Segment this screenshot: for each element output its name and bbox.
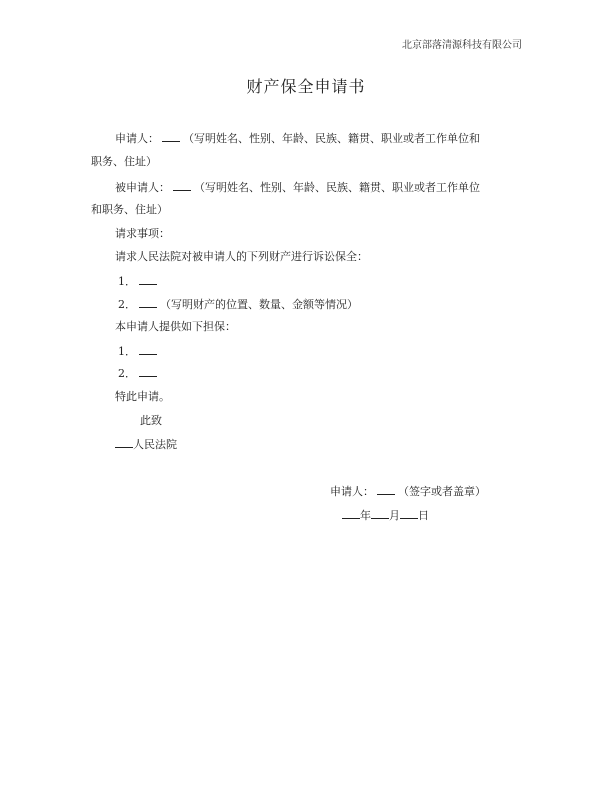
respondent-note-1: （写明姓名、性别、年龄、民族、籍贯、职业或者工作单位 (194, 181, 480, 194)
document-title: 财产保全申请书 (246, 77, 366, 96)
request-item-blank[interactable] (139, 297, 157, 308)
closing-salutation: 此致 (140, 414, 162, 427)
request-item-num: 1． (118, 275, 136, 288)
guarantee-item-num: 2． (118, 367, 136, 380)
court-line (115, 437, 177, 452)
closing-statement: 特此申请。 (115, 390, 170, 403)
month-label: 月 (389, 509, 400, 522)
signature-label: 申请人： (330, 485, 374, 498)
applicant-note-1: （写明姓名、性别、年龄、民族、籍贯、职业或者工作单位和 (183, 132, 480, 145)
guarantee-item-1 (118, 344, 160, 359)
guarantee-item-2 (118, 366, 160, 381)
court-blank[interactable] (115, 437, 133, 448)
respondent-line (115, 180, 480, 195)
applicant-note-2: 职务、住址） (91, 155, 157, 168)
applicant-blank[interactable] (162, 131, 180, 142)
month-blank[interactable] (371, 508, 389, 519)
request-text: 请求人民法院对被申请人的下列财产进行诉讼保全： (115, 250, 368, 263)
header-company: 北京部落清源科技有限公司 (402, 40, 522, 51)
day-label: 日 (418, 509, 429, 522)
request-item-note: （写明财产的位置、数量、金额等情况） (160, 298, 358, 311)
respondent-blank[interactable] (173, 180, 191, 191)
guarantee-item-blank[interactable] (139, 366, 157, 377)
request-item-num: 2． (118, 298, 136, 311)
signature-note: （签字或者盖章） (398, 485, 486, 498)
day-blank[interactable] (400, 508, 418, 519)
guarantee-item-blank[interactable] (139, 344, 157, 355)
request-item-2 (118, 297, 358, 312)
request-item-blank[interactable] (139, 274, 157, 285)
request-heading: 请求事项： (115, 227, 170, 240)
respondent-label: 被申请人： (115, 181, 170, 194)
request-item-1 (118, 274, 160, 289)
guarantee-heading: 本申请人提供如下担保： (115, 320, 236, 333)
signature-blank[interactable] (377, 484, 395, 495)
court-name: 人民法院 (133, 438, 177, 451)
applicant-label: 申请人： (115, 132, 159, 145)
year-blank[interactable] (342, 508, 360, 519)
signature-line (330, 484, 486, 499)
year-label: 年 (360, 509, 371, 522)
guarantee-item-num: 1． (118, 345, 136, 358)
respondent-note-2: 和职务、住址） (91, 203, 168, 216)
date-line (342, 508, 429, 523)
applicant-line (115, 131, 480, 146)
